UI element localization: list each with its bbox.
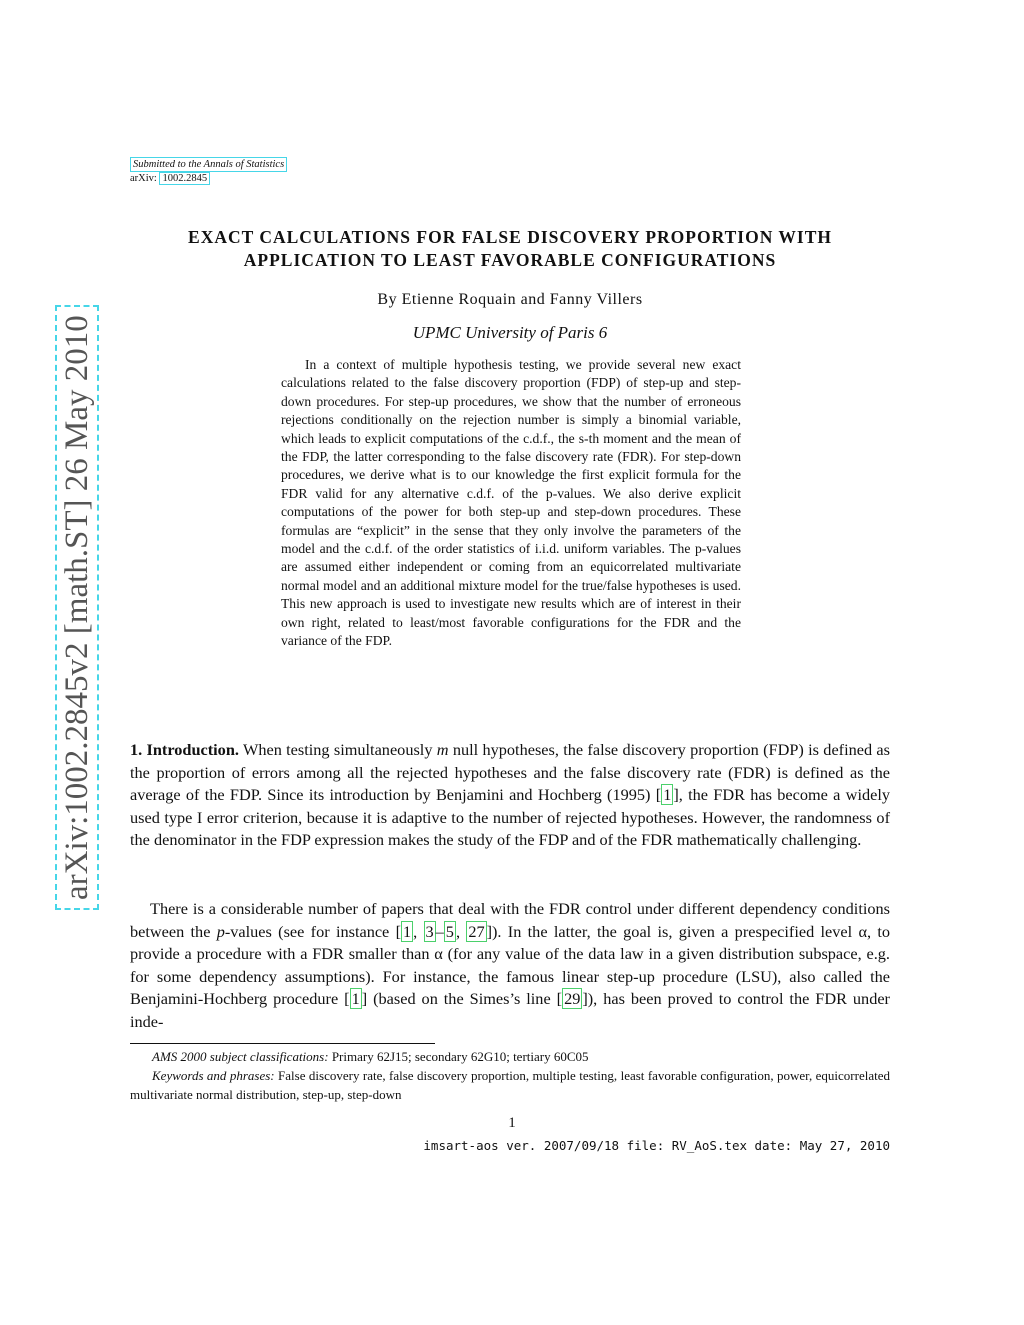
ams-text: Primary 62J15; secondary 62G10; tertiary 60C05: [328, 1049, 589, 1064]
text-run: –: [435, 921, 444, 941]
math-p: p: [216, 921, 225, 941]
keywords: [130, 1066, 890, 1104]
footnote-rule: [130, 1043, 435, 1044]
section-heading: 1. Introduction.: [130, 740, 239, 759]
citation-link[interactable]: 27: [468, 921, 485, 941]
text-run: null hypotheses, the false discovery proportion (FDP) is defined as the proportion of errors among all the rejected hypotheses and the false discovery rate (FDR) is defined as the average of the FDP. Since its introduction by Benjamini and Hochberg (1995) [: [130, 740, 890, 805]
text-run: ,: [413, 921, 424, 941]
text-run: There is a considerable number of papers that deal with the FDR control under different dependency conditions between the: [130, 899, 890, 941]
keywords-text: False discovery rate, false discovery proportion, multiple testing, least favorable configuration, power, equicorrelated multivariate normal distribution, step-up, step-down: [130, 1068, 890, 1102]
abstract: In a context of multiple hypothesis testing, we provide several new exact calculations related to the false discovery proportion (FDP) of step-up and step-down procedures. For step-up procedures, we show that the number of erroneous rejections conditionally on the rejection number is simply a binomial variable, which leads to explicit computations of the c.d.f., the s-th moment and the mean of the FDP, the latter corresponding to the false discovery rate (FDR). For step-down procedures, we derive what is to our knowledge the first explicit formula for the FDR valid for any alternative c.d.f. of the p-values. We also derive explicit computations of the power for both step-up and step-down procedures. These formulas are “explicit” in the sense that they only involve the parameters of the model and the c.d.f. of the order statistics of i.i.d. uniform variables. The p-values are assumed either independent or coming from an equicorrelated multivariate normal model and an additional mixture model for the true/false hypotheses is used. This new approach is used to investigate new results which are of interest in their own right, related to least/most favorable configurations for the FDR and the variance of the FDP.: [281, 357, 741, 649]
text-run: When testing simultaneously: [238, 740, 437, 759]
title-line-1: EXACT CALCULATIONS FOR FALSE DISCOVERY PROPORTION WITH: [188, 227, 832, 247]
submission-note: [130, 157, 287, 185]
citation-link[interactable]: 5: [445, 921, 454, 941]
arxiv-id-line: [130, 172, 287, 185]
page-number: 1: [508, 1115, 516, 1131]
text-run: ]). In the latter, the goal is, given a prespecified level α, to provide a procedure with a FDR smaller than α (for any value of the data law in a given distribution subspace, e.g. for some dependency assumptions). For instance, the famous linear step-up procedure (LSU), also called the Benjamini-Hochberg procedure [: [130, 921, 891, 1009]
text-run: ] (based on the Simes’s line [: [361, 989, 563, 1009]
journal-link[interactable]: Submitted to the Annals of Statistics: [130, 157, 287, 172]
math-m: m: [436, 740, 449, 759]
citation-link[interactable]: 3: [425, 921, 434, 941]
footnote: [130, 1047, 890, 1104]
citation-link[interactable]: 1: [403, 921, 412, 941]
text-run: ]), has been proved to control the FDR under inde-: [130, 989, 890, 1031]
text-run: ,: [455, 921, 467, 941]
authors: By Etienne Roquain and Fanny Villers: [377, 291, 643, 308]
ams-classification: [130, 1047, 890, 1066]
ams-label: AMS 2000 subject classifications:: [152, 1049, 329, 1064]
arxiv-label: arXiv:: [130, 173, 160, 184]
citation-link[interactable]: 1: [663, 785, 672, 805]
text-run: ], the FDR has become a widely used type I error criterion, because it is adaptive to the number of rejected hypotheses. However, the randomness of the denominator in the FDP expression makes the study of the FDP and of the FDR mathematically challenging.: [130, 785, 890, 850]
keywords-label: Keywords and phrases:: [152, 1068, 275, 1083]
affiliation: UPMC University of Paris 6: [412, 323, 608, 342]
imsart-footer: imsart-aos ver. 2007/09/18 file: RV_AoS.tex date: May 27, 2010: [423, 1138, 890, 1153]
arxiv-id-link[interactable]: 1002.2845: [159, 172, 210, 185]
intro-paragraph-1: [130, 739, 890, 852]
text-run: -values (see for instance [: [224, 921, 401, 941]
citation-link[interactable]: 29: [564, 989, 581, 1009]
intro-paragraph-2: [130, 898, 890, 1034]
paper-title: [110, 226, 910, 272]
arxiv-stamp-text[interactable]: arXiv:1002.2845v2 [math.ST] 26 May 2010: [55, 305, 99, 910]
arxiv-stamp[interactable]: [20, 300, 95, 920]
citation-link[interactable]: 1: [351, 989, 360, 1009]
title-line-2: APPLICATION TO LEAST FAVORABLE CONFIGURATIONS: [243, 250, 777, 270]
